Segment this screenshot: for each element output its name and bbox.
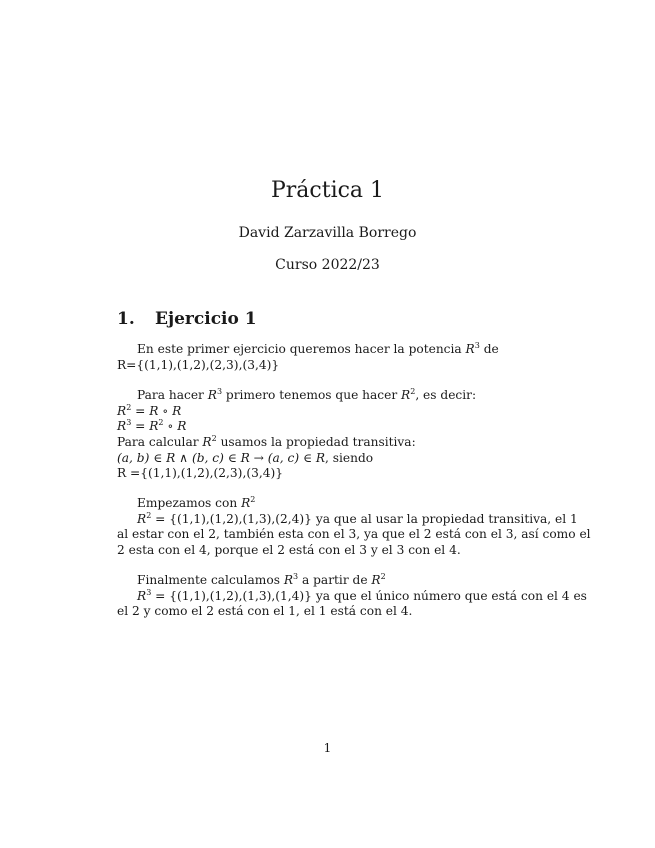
paragraph-1-line-2: R={(1,1),(1,2),(2,3),(3,4)}: [117, 358, 280, 372]
paragraph-1-line-1: En este primer ejercicio queremos hacer la potencia $R^3$ de: [137, 341, 499, 356]
paragraph-2-line-1: Para hacer $R^3$ primero tenemos que hacer $R^2$, es decir:: [137, 387, 477, 402]
transitive-property-formula: (a, b) ∈ R ∧ (b, c) ∈ R → (a, c) ∈ R, siendo: [117, 451, 374, 465]
equation-r-squared: $R^2 = R$ ∘ R: [117, 403, 182, 418]
equation-r-cubed: $R^3 = R^2$ ∘ R: [117, 418, 187, 433]
paragraph-4-intro: Finalmente calculamos $R^3$ a partir de $R^2$: [137, 572, 386, 587]
document-title: Práctica 1: [270, 178, 385, 203]
section-title: Ejercicio 1: [155, 309, 257, 329]
author-name: David Zarzavilla Borrego: [238, 225, 417, 241]
section-heading: [117, 308, 257, 330]
paragraph-3-intro: Empezamos con $R^2$: [137, 495, 256, 510]
section-number: 1.: [117, 309, 135, 329]
paragraph-2-line-4: Para calcular $R^2$ usamos la propiedad transitiva:: [117, 434, 416, 449]
paragraph-3-line-1: $R^2 = \{(1,1),(1,2),(1,3),(2,4)\}$ ya que al usar la propiedad transitiva, el 1: [137, 511, 578, 526]
paragraph-3-line-3: 2 esta con el 4, porque el 2 está con el 3 y el 3 con el 4.: [117, 543, 461, 557]
page-number: 1: [323, 741, 332, 755]
paragraph-4-line-2: el 2 y como el 2 está con el 1, el 1 está con el 4.: [117, 604, 413, 618]
paragraph-3-line-2: al estar con el 2, también esta con el 3, ya que el 2 está con el 3, así como el: [117, 527, 591, 541]
paragraph-4-line-1: $R^3 = \{(1,1),(1,2),(1,3),(1,4)\}$ ya que el único número que está con el 4 es: [137, 588, 587, 603]
course-year: Curso 2022/23: [275, 257, 380, 273]
relation-definition: R ={(1,1),(1,2),(2,3),(3,4)}: [117, 466, 283, 480]
